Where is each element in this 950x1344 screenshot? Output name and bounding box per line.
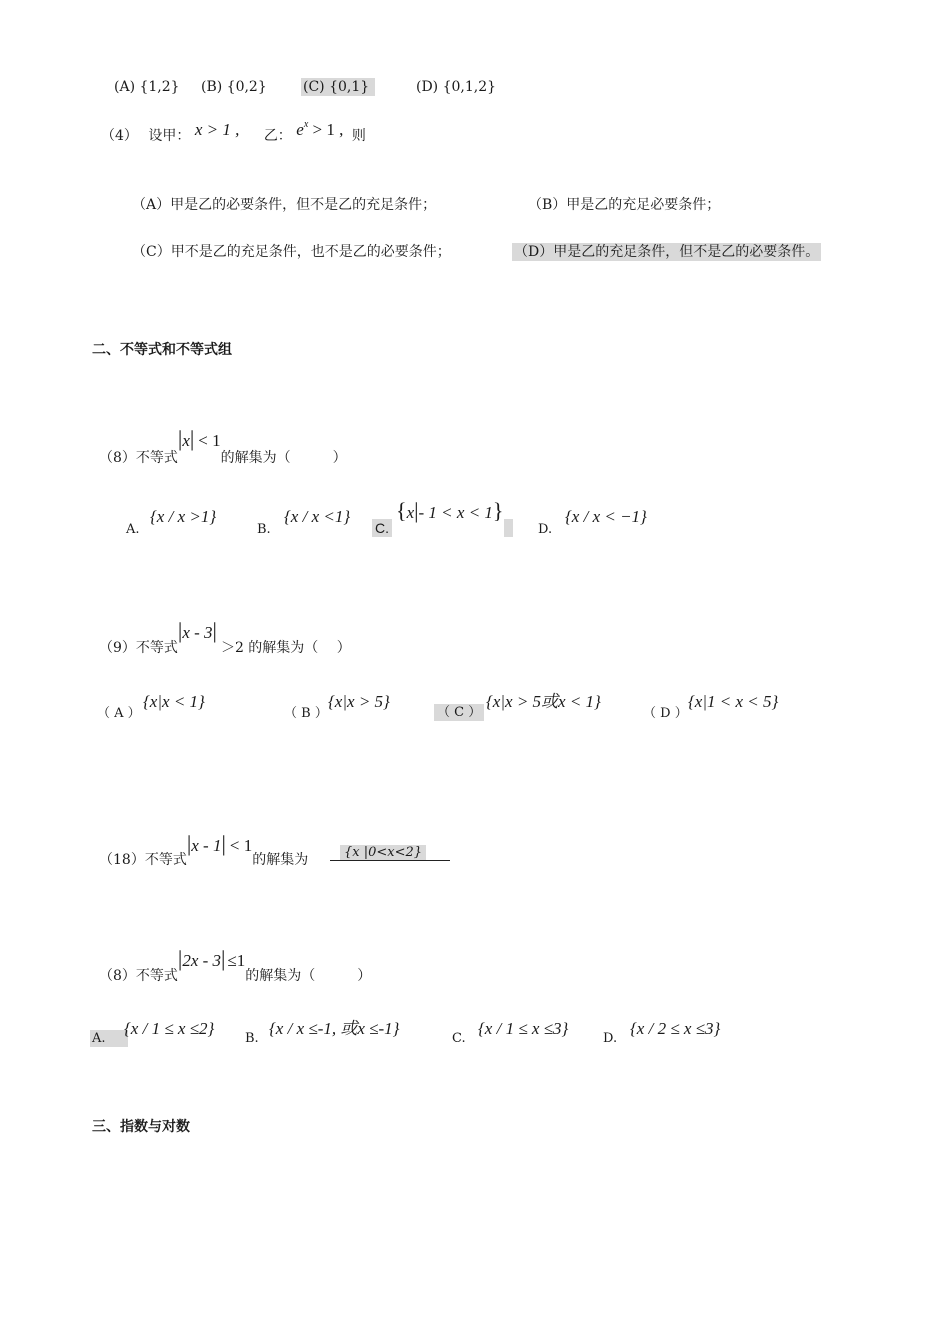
q3-option-b: (B) {0,2} [201, 79, 267, 95]
q8b-expr: 2x - 3 [182, 951, 222, 970]
q9-option-d-label: （ D ） [643, 706, 688, 721]
q8a-expr: x [182, 431, 190, 450]
q4-option-d: （D）甲是乙的充足条件，但不是乙的必要条件。 [514, 244, 820, 260]
q9-option-c: {x|x > 5或x < 1} [486, 692, 601, 711]
q8a-stem-suffix: 的解集为（ ） [220, 450, 347, 466]
q8b-option-c-label: C. [452, 1031, 466, 1046]
q3-option-d: (D) {0,1,2} [416, 79, 497, 95]
q9-stem-prefix: （9）不等式 [99, 640, 178, 656]
q8a-option-b-label: B. [257, 522, 271, 537]
q18-expr-rest: < 1 [229, 836, 253, 855]
q8a-expr-rest: < 1 [198, 431, 221, 450]
q9-option-b: {x|x > 5} [328, 692, 390, 711]
q4-condition-1: x > 1 , [194, 120, 240, 139]
q8a-option-d: {x / x < −1} [565, 507, 647, 526]
q4-number: （4） [101, 128, 138, 144]
q8b-option-b: {x / x ≤-1, 或x ≤-1} [269, 1019, 400, 1038]
q4-prefix: 设甲： [148, 128, 191, 144]
section-3-title: 三、指数与对数 [92, 1119, 190, 1135]
q9-stem-suffix: ＞2 的解集为（ ） [220, 640, 351, 656]
q8a-option-c: {x|- 1 < x < 1} [396, 498, 504, 523]
section-2-title: 二、不等式和不等式组 [92, 342, 232, 358]
q4-mid: 乙： [263, 128, 292, 144]
q8a-stem-prefix: （8）不等式 [99, 450, 178, 466]
q18-stem-prefix: （18）不等式 [99, 852, 187, 868]
q3-option-c: (C) {0,1} [301, 78, 375, 96]
q8b-option-c: {x / 1 ≤ x ≤3} [478, 1019, 569, 1038]
q4-condition-2: $e^x > 1$ , [296, 119, 344, 139]
q8b-option-b-label: B. [245, 1031, 259, 1046]
q4-option-b: （B）甲是乙的充足必要条件； [528, 197, 721, 213]
q18-expr: x - 1 [191, 836, 222, 855]
q8a-option-d-label: D. [538, 522, 553, 537]
q9-option-a: {x|x < 1} [143, 692, 205, 711]
q8b-stem-suffix: 的解集为（ ） [245, 968, 372, 984]
q18-stem: （18）不等式|x - 1| < 1的解集为 [99, 831, 309, 868]
q3-option-a: (A) {1,2} [114, 79, 180, 95]
q4-option-a: （A）甲是乙的必要条件，但不是乙的充足条件； [132, 197, 437, 213]
q8a-option-a: {x / x >1} [150, 507, 217, 526]
q9-option-a-label: （ A ） [97, 706, 141, 721]
q8b-option-d: {x / 2 ≤ x ≤3} [630, 1019, 721, 1038]
q9-option-d: {x|1 < x < 5} [688, 692, 779, 711]
q8a-option-c-label: C. [372, 519, 392, 537]
q8b-stem: （8）不等式|2x - 3| ≤1的解集为（ ） [99, 946, 372, 984]
q8b-expr-rest: ≤1 [227, 951, 246, 970]
q8a-option-c-highlight [504, 519, 513, 537]
q8b-stem-prefix: （8）不等式 [99, 968, 178, 984]
q8a-stem: （8）不等式|x| < 1的解集为（ ） [99, 426, 347, 466]
q8b-option-a: {x / 1 ≤ x ≤2} [124, 1019, 215, 1038]
q4-suffix: 则 [351, 128, 366, 144]
q8b-option-d-label: D. [603, 1031, 618, 1046]
q9-stem: （9）不等式|x - 3|＞2 的解集为（ ） [99, 618, 351, 656]
q4-stem [101, 119, 366, 144]
q9-option-b-label: （ B ） [284, 706, 328, 721]
q8b-option-a-label: A. [90, 1030, 128, 1047]
q8a-option-b: {x / x <1} [284, 507, 351, 526]
q9-expr: x - 3 [182, 623, 213, 642]
q4-option-c: （C）甲不是乙的充足条件，也不是乙的必要条件； [132, 244, 451, 260]
q8a-option-a-label: A. [126, 522, 140, 537]
q9-option-c-label: （ C ） [434, 704, 484, 721]
q18-answer: {x |0<x<2} [340, 845, 426, 860]
q18-stem-suffix: 的解集为 [252, 852, 309, 868]
